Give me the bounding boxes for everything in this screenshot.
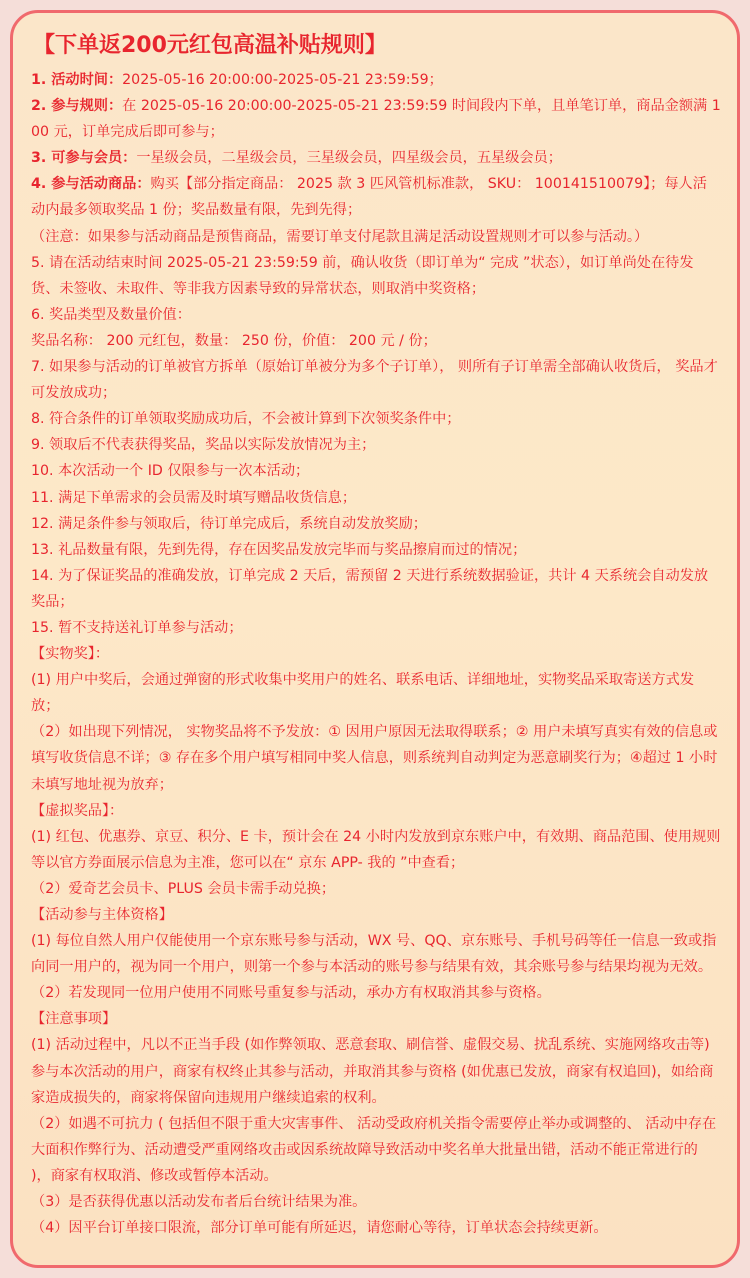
notes-heading: 【注意事项】 <box>31 1011 117 1028</box>
rule-3 <box>31 145 721 171</box>
notes-1: (1) 活动过程中，凡以不正当手段 (如作弊领取、恶意套取、刷信誉、虚假交易、扰乱系统、实施网络攻击等) 参与本次活动的用户，商家有权终止其参与活动，并取消其参与资格 (如优惠已发放，商家有权追回)，如给商家造成损失的，商家将保留向违规用户继续追索的权利。 <box>31 1037 714 1106</box>
rule-4-text: 购买【部分指定商品： 2025 款 3 匹风管机标准款， SKU： 100141510079】；每人活动内最多领取奖品 1 份；奖品数量有限，先到先得； <box>31 176 707 219</box>
notes-4: （4）因平台订单接口限流，部分订单可能有所延迟，请您耐心等待，订单状态会持续更新。 <box>31 1220 608 1237</box>
rule-3-text: 一星级会员，二星级会员，三星级会员，四星级会员，五星级会员； <box>136 150 562 167</box>
eligibility-heading: 【活动参与主体资格】 <box>31 907 173 923</box>
virtual-prize-1: (1) 红包、优惠券、京豆、积分、E 卡，预计会在 24 小时内发放到京东账户中，有效期、商品范围、使用规则等以官方券面展示信息为主准，您可以在“ 京东 APP- 我的 ”中查看； <box>31 828 721 871</box>
physical-prize-2: （2）如出现下列情况， 实物奖品将不予发放：① 因用户原因无法取得联系；② 用户未填写真实有效的信息或填写收货信息不详；③ 存在多个用户填写相同中奖人信息，则系统判自动判定为恶意刷奖行为；④超过 1 小时未填写地址视为放弃； <box>31 724 718 793</box>
rules-list <box>31 67 721 1241</box>
virtual-prize-heading: 【虚拟奖品】： <box>31 802 124 819</box>
rule-13: 13. 礼品数量有限，先到先得，存在因奖品发放完毕而与奖品擦肩而过的情况； <box>31 541 527 558</box>
rule-1-text: 2025-05-16 20:00:00-2025-05-21 23:59:59； <box>122 72 443 88</box>
notes-2: （2）如遇不可抗力 ( 包括但不限于重大灾害事件、 活动受政府机关指令需要停止举办或调整的、 活动中存在大面积作弊行为、活动遭受严重网络攻击或因系统故障导致活动中奖名单大批量出错，活动不能正常进行的 )，商家有权取消、修改或暂停本活动。 <box>31 1115 717 1184</box>
rule-2 <box>31 93 721 145</box>
rule-7: 7. 如果参与活动的订单被官方拆单（原始订单被分为多个子订单）， 则所有子订单需全部确认收货后， 奖品才可发放成功； <box>31 359 718 402</box>
notes-3: （3）是否获得优惠以活动发布者后台统计结果为准。 <box>31 1194 367 1211</box>
eligibility-1: (1) 每位自然人用户仅能使用一个京东账号参与活动，WX 号、QQ、京东账号、手机号码等任一信息一致或指向同一用户的，视为同一个用户，则第一个参与本活动的账号参与结果有效，其余账号参与结果均视为无效。 <box>31 933 717 976</box>
eligibility-2: （2）若发现同一位用户使用不同账号重复参与活动，承办方有权取消其参与资格。 <box>31 985 551 1002</box>
rules-card <box>10 10 740 1268</box>
physical-prize-heading: 【实物奖】： <box>31 646 110 663</box>
rule-2-text: 在 2025-05-16 20:00:00-2025-05-21 23:59:59 时间段内下单，且单笔订单，商品金额满 100 元，订单完成后即可参与； <box>31 98 721 141</box>
rule-6-detail: 奖品名称： 200 元红包，数量： 250 份，价值： 200 元 / 份； <box>31 332 437 349</box>
rule-5: 5. 请在活动结束时间 2025-05-21 23:59:59 前，确认收货（即订单为“ 完成 ”状态），如订单尚处在待发货、未签收、未取件、等非我方因素导致的异常状态，则取消中奖资格； <box>31 254 694 297</box>
physical-prize-1: (1) 用户中奖后，会通过弹窗的形式收集中奖用户的姓名、联系电话、详细地址，实物奖品采取寄送方式发放； <box>31 672 695 715</box>
presale-note: （注意：如果参与活动商品是预售商品，需要订单支付尾款且满足活动设置规则才可以参与活动。） <box>31 228 649 245</box>
rule-4 <box>31 171 721 223</box>
rule-12: 12. 满足条件参与领取后，待订单完成后，系统自动发放奖励； <box>31 515 427 532</box>
rule-11: 11. 满足下单需求的会员需及时填写赠品收货信息； <box>31 489 357 506</box>
rule-2-label: 2. 参与规则： <box>31 98 123 115</box>
rule-3-label: 3. 可参与会员： <box>31 150 137 167</box>
rule-15: 15. 暂不支持送礼订单参与活动； <box>31 619 243 636</box>
page-title: 【下单返200元红包高温补贴规则】 <box>33 33 387 58</box>
rule-10: 10. 本次活动一个 ID 仅限参与一次本活动； <box>31 463 310 480</box>
rule-4-label: 4. 参与活动商品： <box>31 176 151 193</box>
virtual-prize-2: （2）爱奇艺会员卡、PLUS 会员卡需手动兑换； <box>31 880 336 897</box>
rule-6: 6. 奖品类型及数量价值： <box>31 306 191 323</box>
rule-8: 8. 符合条件的订单领取奖励成功后，不会被计算到下次领奖条件中； <box>31 411 461 428</box>
rule-9: 9. 领取后不代表获得奖品，奖品以实际发放情况为主； <box>31 437 376 454</box>
rule-1-label: 1. 活动时间： <box>31 72 123 88</box>
rule-1 <box>31 67 721 93</box>
rule-14: 14. 为了保证奖品的准确发放，订单完成 2 天后，需预留 2 天进行系统数据验证，共计 4 天系统会自动发放奖品； <box>31 567 709 610</box>
